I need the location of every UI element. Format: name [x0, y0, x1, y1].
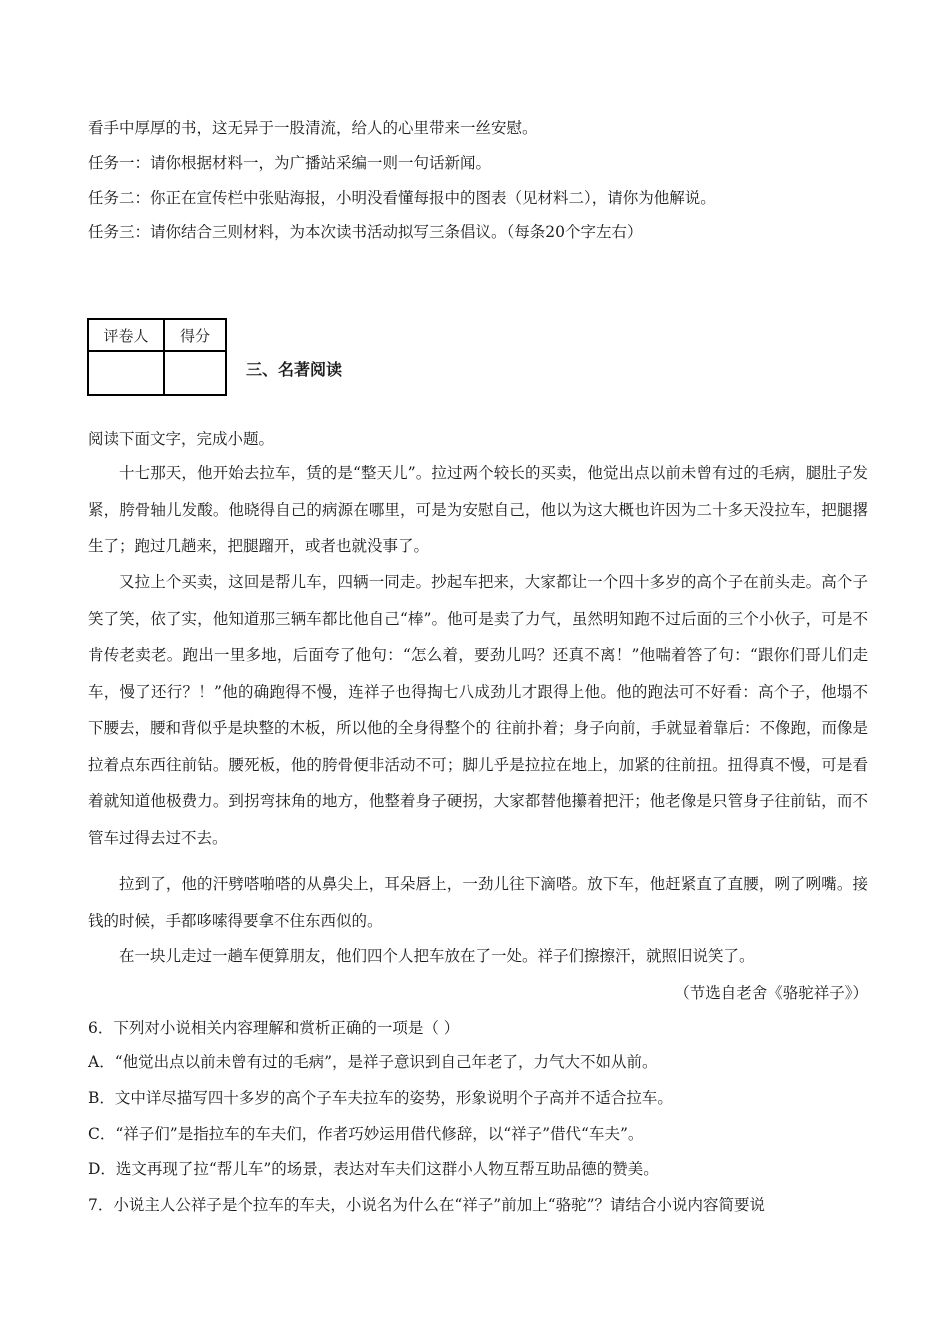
intro-line-1: 看手中厚厚的书，这无异于一股清流，给人的心里带来一丝安慰。 [88, 119, 538, 137]
passage-paragraph-4: 在一块儿走过一趟车便算朋友，他们四个人把车放在了一处。祥子们擦擦汗，就照旧说笑了。 [119, 947, 755, 965]
source-citation: （节选自老舍《骆驼祥子》） [674, 984, 868, 1002]
score-table [87, 318, 227, 396]
reviewer-cell [88, 351, 164, 395]
question-6-option-d: D．选文再现了拉“帮儿车”的场景，表达对车夫们这群小人物互帮互助品德的赞美。 [88, 1160, 659, 1178]
task-one: 任务一：请你根据材料一，为广播站采编一则一句话新闻。 [88, 154, 492, 172]
section-title: 三、名著阅读 [246, 360, 343, 379]
passage-paragraph-1: 十七那天，他开始去拉车，赁的是“整天儿”。拉过两个较长的买卖，他觉出点以前未曾有过的毛病，腿肚子发紧，胯骨轴儿发酸。他晓得自己的病源在哪里，可是为安慰自己，他以为这大概也许因为二十多天没拉车，把腿撂生了；跑过几趟来，把腿蹓开，或者也就没事了。 [88, 464, 868, 555]
instruction: 阅读下面文字，完成小题。 [88, 430, 275, 448]
score-header: 得分 [164, 319, 226, 351]
passage-paragraph-2: 又拉上个买卖，这回是帮儿车，四辆一同走。抄起车把来，大家都让一个四十多岁的高个子在前头走。高个子笑了笑，依了实，他知道那三辆车都比他自己“棒”。他可是卖了力气，虽然明知跑不过后面的三个小伙子，可是不肯传老卖老。跑出一里多地，后面夸了他句：“怎么着，要劲儿吗？还真不离！”他喘着答了句：“跟你们哥儿们走车，慢了还行？！”他的确跑得不慢，连祥子也得掏七八成劲儿才跟得上他。他的跑法可不好看：高个子，他塌不下腰去，腰和背似乎是块整的木板，所以他的全身得整个的 往前扑着；身子向前，手就显着靠后：不像跑，而像是拉着点东西往前钻。腰死板，他的胯骨便非活动不可；脚儿乎是拉拉在地上，加紧的往前扭。扭得真不慢，可是看着就知道他极费力。到拐弯抹角的地方，他整着身子硬拐，大家都替他攥着把汗；他老像是只管身子往前钻，而不管车过得去过不去。 [88, 573, 868, 847]
question-6-option-b: B．文中详尽描写四十多岁的高个子车夫拉车的姿势，形象说明个子高并不适合拉车。 [88, 1089, 673, 1107]
question-6-option-a: A．“他觉出点以前未曾有过的毛病”，是祥子意识到自己年老了，力气大不如从前。 [88, 1053, 658, 1071]
question-6-stem: 6．下列对小说相关内容理解和赏析正确的一项是（ ） [88, 1019, 460, 1037]
passage-paragraph-3: 拉到了，他的汗劈嗒啪嗒的从鼻尖上，耳朵唇上，一劲儿往下滴嗒。放下车，他赶紧直了直腰，咧了咧嘴。接钱的时候，手都哆嗦得要拿不住东西似的。 [88, 875, 868, 930]
score-cell [164, 351, 226, 395]
question-7-stem: 7．小说主人公祥子是个拉车的车夫，小说名为什么在“祥子”前加上“骆驼”？请结合小说内容简要说 [88, 1196, 766, 1214]
task-three: 任务三：请你结合三则材料，为本次读书活动拟写三条倡议。（每条20个字左右） [88, 223, 643, 241]
reviewer-header: 评卷人 [88, 319, 164, 351]
question-6-option-c: C．“祥子们”是指拉车的车夫们，作者巧妙运用借代修辞，以“祥子”借代“车夫”。 [88, 1125, 644, 1143]
task-two: 任务二：你正在宣传栏中张贴海报，小明没看懂每报中的图表（见材料二），请你为他解说。 [88, 189, 716, 207]
